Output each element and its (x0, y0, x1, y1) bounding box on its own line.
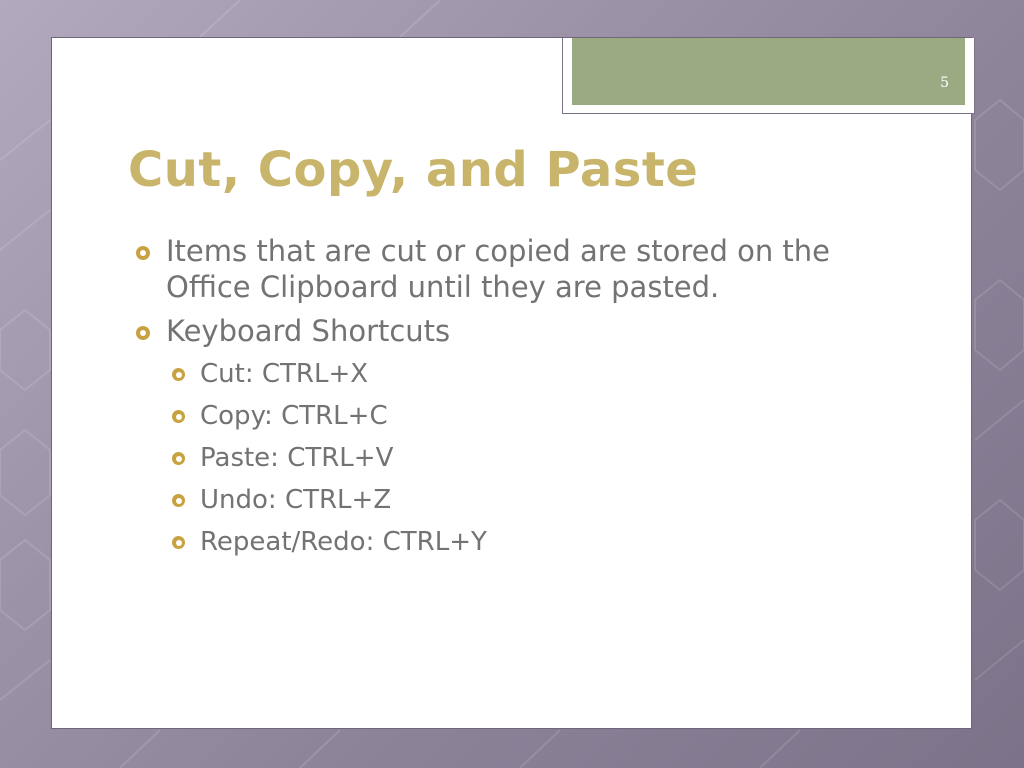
bullet-item (130, 233, 866, 305)
sub-bullet-item (130, 483, 870, 517)
slide-number: 5 (940, 75, 949, 91)
bullet-marker-icon (136, 246, 150, 260)
sub-bullet-item (130, 357, 870, 391)
slide-number-tab (562, 38, 975, 114)
bullet-marker-icon (172, 494, 185, 507)
bullet-marker-icon (172, 536, 185, 549)
sub-bullet-item (130, 399, 870, 433)
bullet-text: Keyboard Shortcuts (166, 314, 451, 348)
sub-bullet-item (130, 441, 870, 475)
sub-bullet-text: Cut: CTRL+X (200, 359, 369, 389)
sub-bullet-text: Undo: CTRL+Z (200, 485, 392, 515)
slide-content (130, 233, 870, 567)
bullet-marker-icon (172, 452, 185, 465)
sub-bullet-text: Copy: CTRL+C (200, 401, 388, 431)
bullet-marker-icon (172, 368, 185, 381)
bullet-text: Items that are cut or copied are stored on the Office Clipboard until they are pasted. (166, 234, 831, 304)
slide-title: Cut, Copy, and Paste (128, 142, 699, 198)
bullet-item (130, 313, 866, 349)
sub-bullet-item (130, 525, 870, 559)
sub-bullet-text: Repeat/Redo: CTRL+Y (200, 527, 487, 557)
bullet-marker-icon (136, 326, 150, 340)
bullet-marker-icon (172, 410, 185, 423)
slide-number-panel (572, 38, 965, 105)
sub-bullet-text: Paste: CTRL+V (200, 443, 394, 473)
